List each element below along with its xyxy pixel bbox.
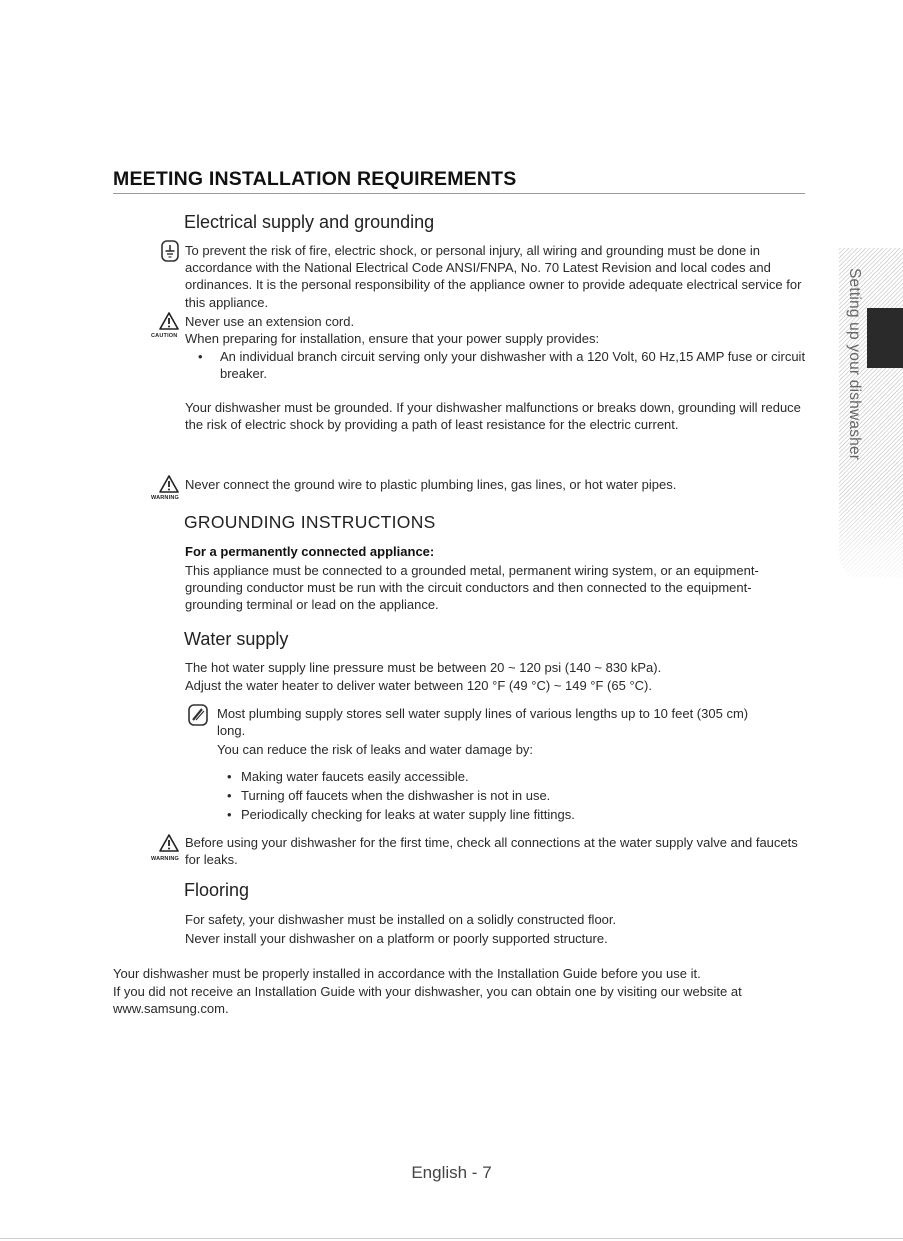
bullet-text: Making water faucets easily accessible. bbox=[241, 769, 469, 784]
reduce-risk-text: You can reduce the risk of leaks and water damage by: bbox=[217, 742, 534, 757]
page-bottom-edge bbox=[0, 1238, 903, 1239]
water-warning-text: Before using your dishwasher for the first time, check all connections at the water supply valve and faucets for leaks. bbox=[185, 835, 798, 868]
warning-text: Never connect the ground wire to plastic plumbing lines, gas lines, or hot water pipes. bbox=[185, 477, 677, 492]
page-title: MEETING INSTALLATION REQUIREMENTS bbox=[113, 168, 517, 190]
warning-label: WARNING bbox=[151, 495, 179, 501]
side-tab-label: Setting up your dishwasher bbox=[846, 268, 863, 461]
grounding-heading: GROUNDING INSTRUCTIONS bbox=[184, 512, 436, 532]
water-pressure: The hot water supply line pressure must be between 20 ~ 120 psi (140 ~ 830 kPa). bbox=[185, 660, 662, 675]
bullet-text: Turning off faucets when the dishwasher is not in use. bbox=[241, 788, 551, 803]
closing-line-2: If you did not receive an Installation Guide with your dishwasher, you can obtain one by visiting our website at www.samsung.com. bbox=[113, 984, 742, 1017]
list-item: • Making water faucets easily accessible. bbox=[227, 769, 469, 784]
electrical-heading: Electrical supply and grounding bbox=[184, 212, 435, 232]
section-side-tab bbox=[819, 248, 903, 578]
note-icon bbox=[161, 240, 179, 267]
bullet-text: Periodically checking for leaks at water supply line fittings. bbox=[241, 807, 575, 822]
water-heading: Water supply bbox=[184, 629, 289, 649]
water-temperature: Adjust the water heater to deliver water between 120 °F (49 °C) ~ 149 °F (65 °C). bbox=[185, 678, 652, 693]
grounded-text: Your dishwasher must be grounded. If your dishwasher malfunctions or breaks down, grounding will reduce the risk of electric shock by providing a path of least resistance for the electric current. bbox=[185, 400, 801, 433]
title-divider bbox=[113, 193, 805, 194]
list-item: • Turning off faucets when the dishwasher is not in use. bbox=[227, 788, 551, 803]
grounding-subheading: For a permanently connected appliance: bbox=[185, 544, 435, 559]
list-item: • Periodically checking for leaks at water supply line fittings. bbox=[227, 807, 575, 822]
pencil-note-icon bbox=[188, 704, 208, 731]
flooring-line-2: Never install your dishwasher on a platform or poorly supported structure. bbox=[185, 931, 608, 946]
caution-line-1: Never use an extension cord. bbox=[185, 314, 355, 329]
caution-icon bbox=[159, 312, 179, 335]
caution-label: CAUTION bbox=[151, 333, 178, 339]
closing-line-1: Your dishwasher must be properly installed in accordance with the Installation Guide before you use it. bbox=[113, 966, 701, 981]
electrical-note: To prevent the risk of fire, electric shock, or personal injury, all wiring and grounding must be done in accordance with the National Electrical Code ANSI/FNPA, No. 70 Latest Revision and local codes and ordinances. It is the personal responsibility of the appliance owner to provide adequate electrical service for this appliance. bbox=[185, 243, 802, 310]
bullet-text: An individual branch circuit serving only your dishwasher with a 120 Volt, 60 Hz,15 AMP fuse or circuit breaker. bbox=[220, 349, 806, 382]
list-item: • An individual branch circuit serving only your dishwasher with a 120 Volt, 60 Hz,15 AMP fuse or circuit breaker. bbox=[198, 349, 806, 382]
flooring-line-1: For safety, your dishwasher must be installed on a solidly constructed floor. bbox=[185, 912, 617, 927]
water-note: Most plumbing supply stores sell water supply lines of various lengths up to 10 feet (305 cm) long. bbox=[217, 706, 749, 739]
flooring-heading: Flooring bbox=[184, 880, 250, 900]
page-number: English - 7 bbox=[411, 1163, 492, 1182]
caution-line-2: When preparing for installation, ensure that your power supply provides: bbox=[185, 331, 600, 346]
warning-icon bbox=[159, 834, 179, 857]
warning-label: WARNING bbox=[151, 856, 179, 862]
grounding-text: This appliance must be connected to a grounded metal, permanent wiring system, or an equipment-grounding conductor must be run with the circuit conductors and then connected to the equipment-grounding terminal or lead on the appliance. bbox=[185, 563, 759, 613]
